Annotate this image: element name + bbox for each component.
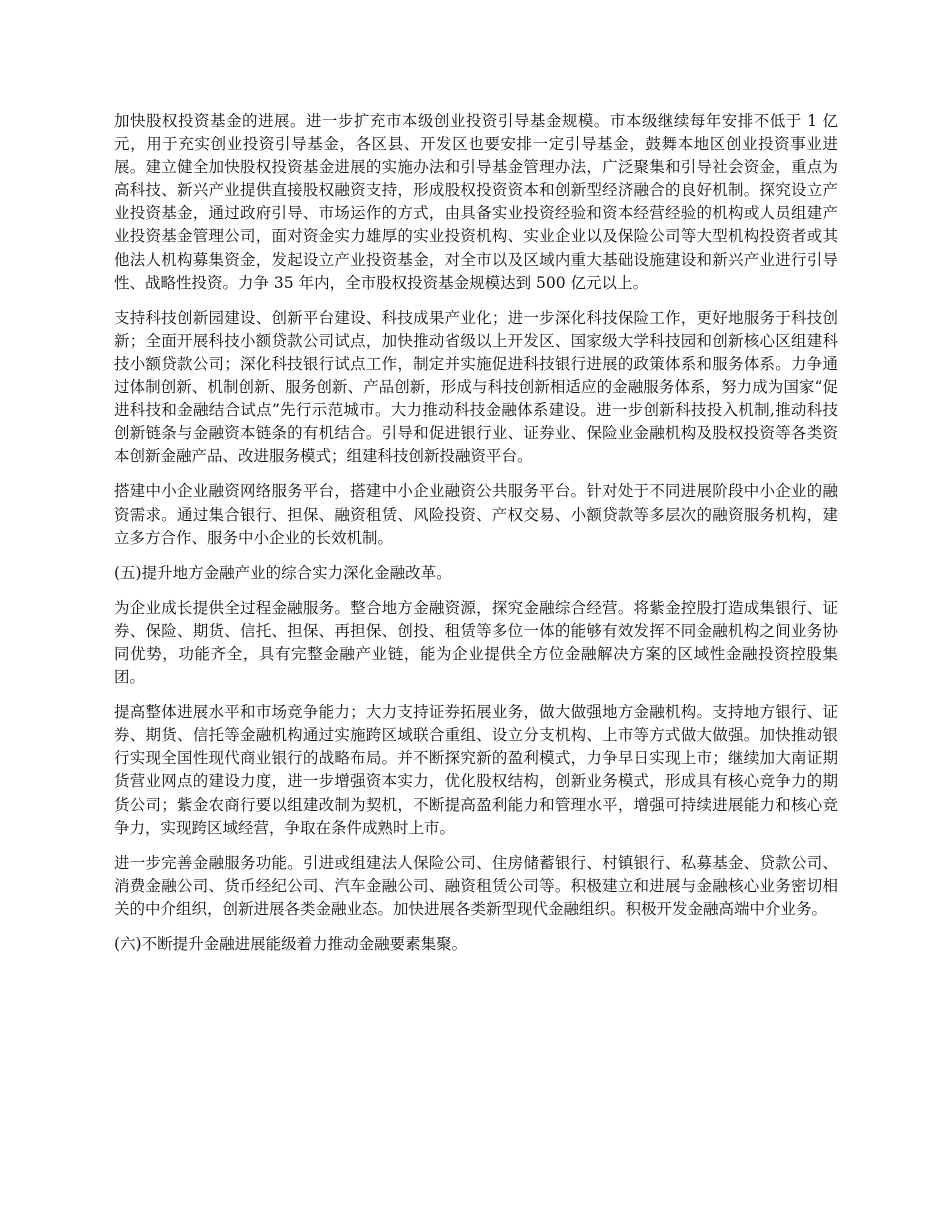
document-body xyxy=(114,110,838,968)
paragraph-sme-platform: 搭建中小企业融资网络服务平台，搭建中小企业融资公共服务平台。针对处于不同进展阶段中小企业的融资需求。通过集合银行、担保、融资租赁、风险投资、产权交易、小额贷款等多层次的融资服务机构，建立多方合作、服务中小企业的长效机制。 xyxy=(114,482,838,547)
section-heading-six: (六)不断提升金融进展能级着力推动金融要素集聚。 xyxy=(114,935,468,953)
paragraph-competitiveness: 提高整体进展水平和市场竞争能力；大力支持证券拓展业务，做大做强地方金融机构。支持地方银行、证券、期货、信托等金融机构通过实施跨区域联合重组、设立分支机构、上市等方式做大做强。加快推动银行实现全国性现代商业银行的战略布局。并不断探究新的盈利模式，力争早日实现上市；继续加大南证期货营业网点的建设力度，进一步增强资本实力，优化股权结构，创新业务模式，形成具有核心竞争力的期货公司；紫金农商行要以组建改制为契机，不断提高盈利能力和管理水平，增强可持续进展能力和核心竞争力，实现跨区域经营，争取在条件成熟时上市。 xyxy=(114,703,838,837)
paragraph-service-functions: 进一步完善金融服务功能。引进或组建法人保险公司、住房储蓄银行、村镇银行、私募基金、贷款公司、消费金融公司、货币经纪公司、汽车金融公司、融资租赁公司等。积极建立和进展与金融核心业务密切相关的中介组织，创新进展各类金融业态。加快进展各类新型现代金融组织。积极开发金融高端中介业务。 xyxy=(114,853,838,918)
paragraph-full-process-service: 为企业成长提供全过程金融服务。整合地方金融资源，探究金融综合经营。将紫金控股打造成集银行、证券、保险、期货、信托、担保、再担保、创投、租赁等多位一体的能够有效发挥不同金融机构之间业务协同优势，功能齐全，具有完整金融产业链，能为企业提供全方位金融解决方案的区域性金融投资控股集团。 xyxy=(114,598,838,687)
section-heading-five: (五)提升地方金融产业的综合实力深化金融改革。 xyxy=(114,563,452,582)
paragraph-equity-fund: 加快股权投资基金的进展。进一步扩充市本级创业投资引导基金规模。市本级继续每年安排不低于 1 亿元，用于充实创业投资引导基金，各区县、开发区也要安排一定引导基金，鼓舞本地区创业投资事业进展。建立健全加快股权投资基金进展的实施办法和引导基金管理办法，广泛聚集和引导社会资金，重点为高科技、新兴产业提供直接股权融资支持，形成股权投资资本和创新型经济融合的良好机制。探究设立产业投资基金，通过政府引导、市场运作的方式，由具备实业投资经验和资本经营经验的机构或人员组建产业投资基金管理公司，面对资金实力雄厚的实业投资机构、实业企业以及保险公司等大型机构投资者或其他法人机构募集资金，发起设立产业投资基金，对全市以及区域内重大基础设施建设和新兴产业进行引导性、战略性投资。力争 35 年内，全市股权投资基金规模达到 500 亿元以上。 xyxy=(114,112,838,292)
paragraph-tech-finance: 支持科技创新园建设、创新平台建设、科技成果产业化；进一步深化科技保险工作，更好地服务于科技创新；全面开展科技小额贷款公司试点，加快推动省级以上开发区、国家级大学科技园和创新核心区组建科技小额贷款公司；深化科技银行试点工作，制定并实施促进科技银行进展的政策体系和服务体系。力争通过体制创新、机制创新、服务创新、产品创新，形成与科技创新相适应的金融服务体系，努力成为国家“促进科技和金融结合试点”先行示范城市。大力推动科技金融体系建设。进一步创新科技投入机制,推动科技创新链条与金融资本链条的有机结合。引导和促进银行业、证券业、保险业金融机构及股权投资等各类资本创新金融产品、改进服务模式；组建科技创新投融资平台。 xyxy=(114,308,838,466)
